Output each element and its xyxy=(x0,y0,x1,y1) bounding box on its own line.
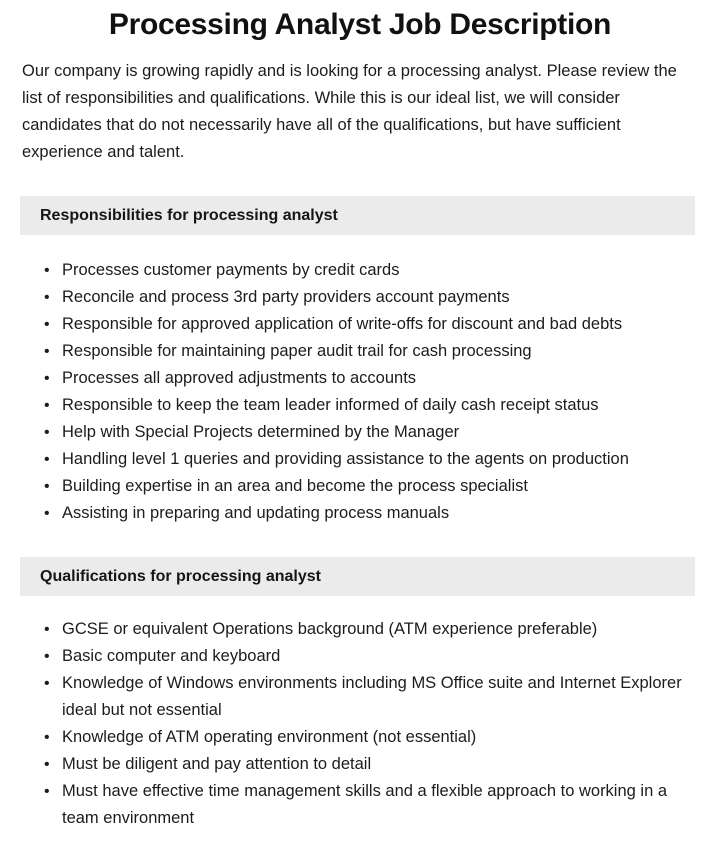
responsibilities-list xyxy=(0,235,720,527)
section-qualifications xyxy=(0,557,720,832)
section-header-qualifications xyxy=(20,557,695,596)
list-item: • Knowledge of Windows environments including MS Office suite and Internet Explorer ideal but not essential xyxy=(44,670,700,724)
list-item: • Basic computer and keyboard xyxy=(44,643,700,670)
page-title: Processing Analyst Job Description xyxy=(108,8,612,41)
section-header-label: Responsibilities for processing analyst xyxy=(40,206,338,224)
qualifications-list xyxy=(0,596,720,832)
section-responsibilities xyxy=(0,196,720,527)
list-item: • Help with Special Projects determined by the Manager xyxy=(44,419,700,446)
section-header-label: Qualifications for processing analyst xyxy=(40,567,321,585)
list-item: • Assisting in preparing and updating process manuals xyxy=(44,500,700,527)
list-item: • Responsible for maintaining paper audit trail for cash processing xyxy=(44,338,700,365)
list-item: • Must be diligent and pay attention to detail xyxy=(44,751,700,778)
list-item: • GCSE or equivalent Operations background (ATM experience preferable) xyxy=(44,616,700,643)
section-header-responsibilities xyxy=(20,196,695,235)
list-item: • Must have effective time management skills and a flexible approach to working in a team environment xyxy=(44,778,700,832)
list-item: • Knowledge of ATM operating environment (not essential) xyxy=(44,724,700,751)
list-item: • Processes all approved adjustments to accounts xyxy=(44,365,700,392)
list-item: • Responsible to keep the team leader informed of daily cash receipt status xyxy=(44,392,700,419)
list-item: • Building expertise in an area and become the process specialist xyxy=(44,473,700,500)
list-item: • Handling level 1 queries and providing assistance to the agents on production xyxy=(44,446,700,473)
list-item: • Reconcile and process 3rd party providers account payments xyxy=(44,284,700,311)
intro-paragraph: Our company is growing rapidly and is looking for a processing analyst. Please review the list of responsibilities and qualifications. While this is our ideal list, we will consider candidates that do not necessarily have all of the qualifications, but have sufficient experience and talent. xyxy=(22,62,677,161)
list-item: • Processes customer payments by credit cards xyxy=(44,257,700,284)
list-item: • Responsible for approved application of write-offs for discount and bad debts xyxy=(44,311,700,338)
